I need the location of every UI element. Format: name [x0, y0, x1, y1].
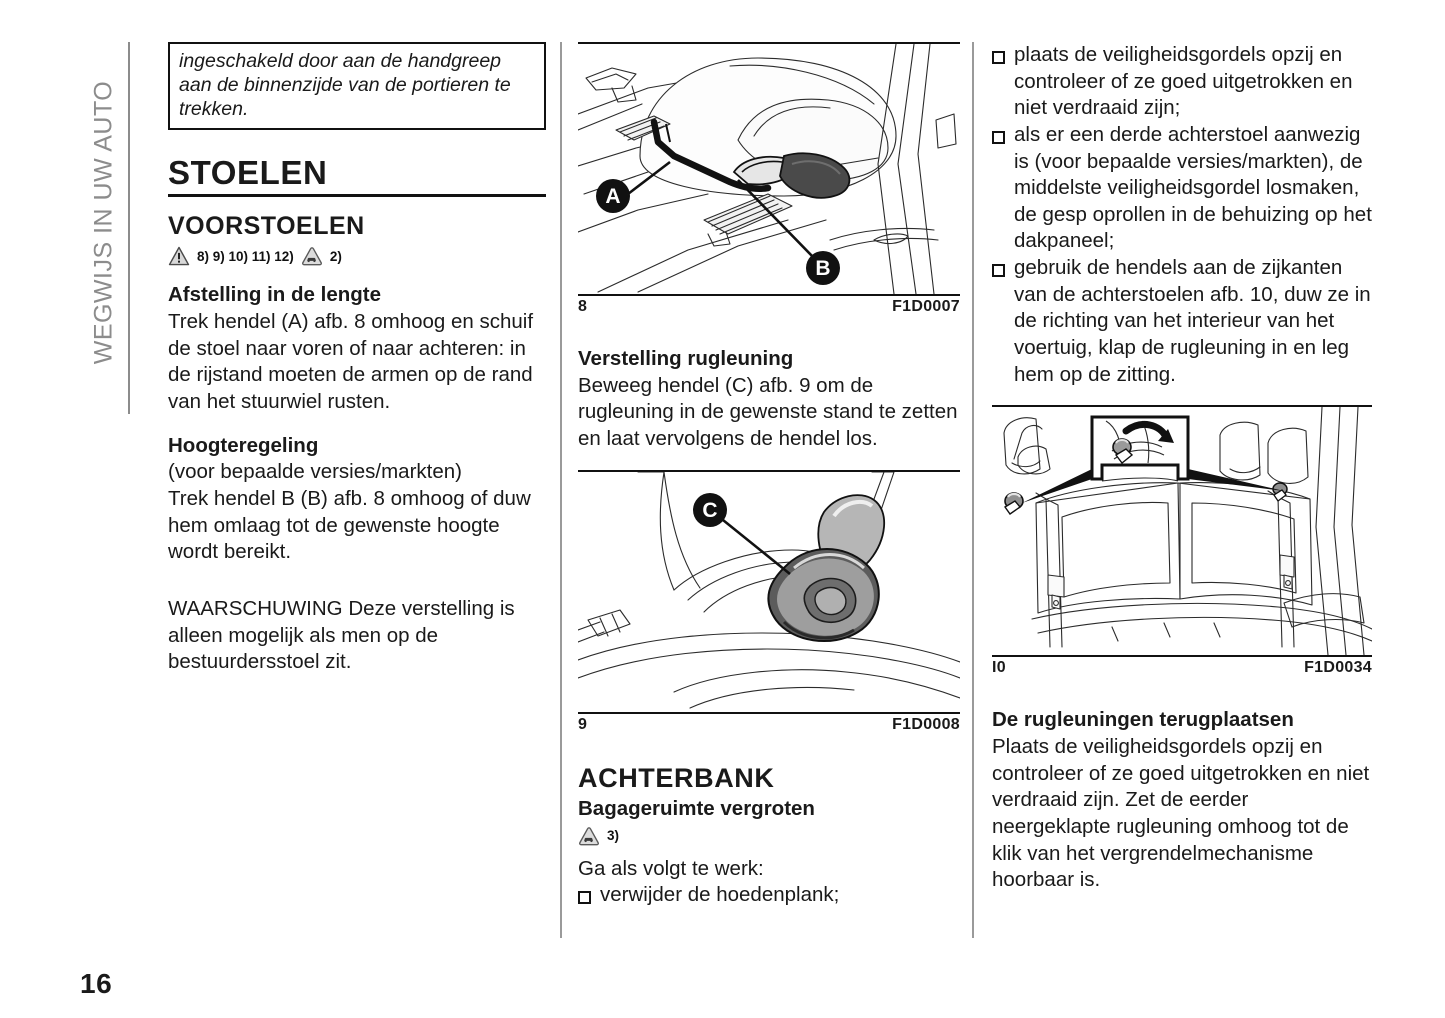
list-bagageruimte-steps [578, 882, 960, 909]
car-triangle-icon [578, 826, 600, 846]
figure-10 [992, 405, 1372, 677]
figure-8-caption [578, 296, 960, 316]
paragraph-hoogteregeling-versions: (voor bepaalde versies/markten) [168, 460, 462, 484]
chapter-title-achterbank: ACHTERBANK [578, 762, 775, 793]
figure-10-number: I0 [992, 659, 1006, 677]
list-item: gebruik de hendels aan de zijkanten van de achterstoelen afb. 10, duw ze in de richting van het interieur van het voertuig, klap de rugleuning in en leg hem op de zitting. [992, 255, 1372, 388]
list-item: plaats de veiligheidsgordels opzij en controleer of ze goed uitgetrokken en niet verdraaid zijn; [992, 42, 1372, 122]
figure-10-caption [992, 657, 1372, 677]
figure-8-code: F1D0007 [892, 298, 960, 315]
subheading-afstelling-lengte: Afstelling in de lengte [168, 283, 381, 307]
subheading-hoogteregeling: Hoogteregeling [168, 433, 319, 457]
figure-9 [578, 470, 960, 734]
chapter-title-stoelen: STOELEN [168, 154, 328, 192]
left-column [168, 42, 546, 676]
figure-10-code: F1D0034 [1304, 659, 1372, 677]
svg-text:C: C [702, 498, 718, 522]
list-achterbank-steps [992, 42, 1372, 388]
svg-text:B: B [815, 257, 831, 280]
list-item: als er een derde achterstoel aanwezig is (voor bepaalde versies/markten), de middelste veiligheidsgordel losmaken, de gesp oprollen in de behuizing op het dakpaneel; [992, 122, 1372, 255]
right-column [992, 42, 1372, 894]
warning-ref-numbers: 8) 9) 10) 11) 12) [197, 248, 294, 264]
figure-8 [578, 42, 960, 316]
figure-9-number: 9 [578, 715, 588, 733]
svg-text:A: A [605, 185, 621, 208]
chapter-title-rule [168, 194, 546, 197]
section-title-voorstoelen: VOORSTOELEN [168, 211, 365, 240]
subheading-rugleuningen-terugplaatsen: De rugleuningen terugplaatsen [992, 708, 1294, 732]
figure-9-image [578, 470, 960, 714]
paragraph-afstelling-lengte: Trek hendel (A) afb. 8 omhoog en schuif de stoel naar voren of naar achteren: in de rijstand moeten de armen op de rand van het stuurwiel rusten. [168, 310, 534, 414]
paragraph-rugleuningen-terugplaatsen: Plaats de veiligheidsgordels opzij en controleer of ze goed uitgetrokken en niet verdraaid zijn. Zet de eerder neergeklapte rugleuning omhoog tot de klik van het vergrendelmechanisme hoorbaar is. [992, 734, 1370, 892]
figure-9-caption [578, 714, 960, 734]
paragraph-hoogteregeling: Trek hendel B (B) afb. 8 omhoog of duw hem omlaag tot de gewenste hoogte wordt bereikt. [168, 486, 531, 564]
subheading-verstelling-rugleuning: Verstelling rugleuning [578, 347, 794, 370]
column-divider-left [560, 42, 562, 938]
paragraph-waarschuwing: WAARSCHUWING Deze verstelling is alleen mogelijk als men op de bestuurdersstoel zit. [168, 596, 515, 674]
achterbank-ref-number: 3) [607, 828, 620, 844]
running-head-tab [78, 42, 130, 414]
middle-column [578, 42, 960, 909]
figure-8-callout-a [596, 179, 630, 213]
symbol-reference-row [168, 246, 546, 266]
figure-8-image [578, 42, 960, 296]
car-ref-number: 2) [329, 248, 342, 264]
subheading-bagageruimte: Bagageruimte vergroten [578, 796, 815, 820]
figure-8-callout-b [806, 251, 840, 285]
car-triangle-icon [301, 246, 323, 266]
figure-8-number: 8 [578, 298, 588, 315]
column-divider-right [972, 42, 974, 938]
running-head-label: WEGWIJS IN UW AUTO [89, 80, 118, 365]
intro-note-box: ingeschakeld door aan de handgreep aan de binnenzijde van de portieren te trekken. [168, 42, 546, 130]
page-number: 16 [80, 968, 113, 999]
figure-10-image [992, 405, 1372, 657]
warning-triangle-icon [168, 246, 190, 266]
symbol-reference-row-achterbank [578, 826, 960, 846]
running-head-rule [128, 42, 130, 414]
figure-9-code: F1D0008 [892, 715, 960, 733]
figure-9-callout-c [693, 493, 727, 527]
list-item: verwijder de hoedenplank; [578, 882, 960, 909]
paragraph-ga-als-volgt: Ga als volgt te werk: [578, 856, 764, 880]
paragraph-verstelling-rugleuning: Beweeg hendel (C) afb. 9 om de rugleuning in de gewenste stand te zetten en laat vervolgens de hendel los. [578, 373, 958, 450]
